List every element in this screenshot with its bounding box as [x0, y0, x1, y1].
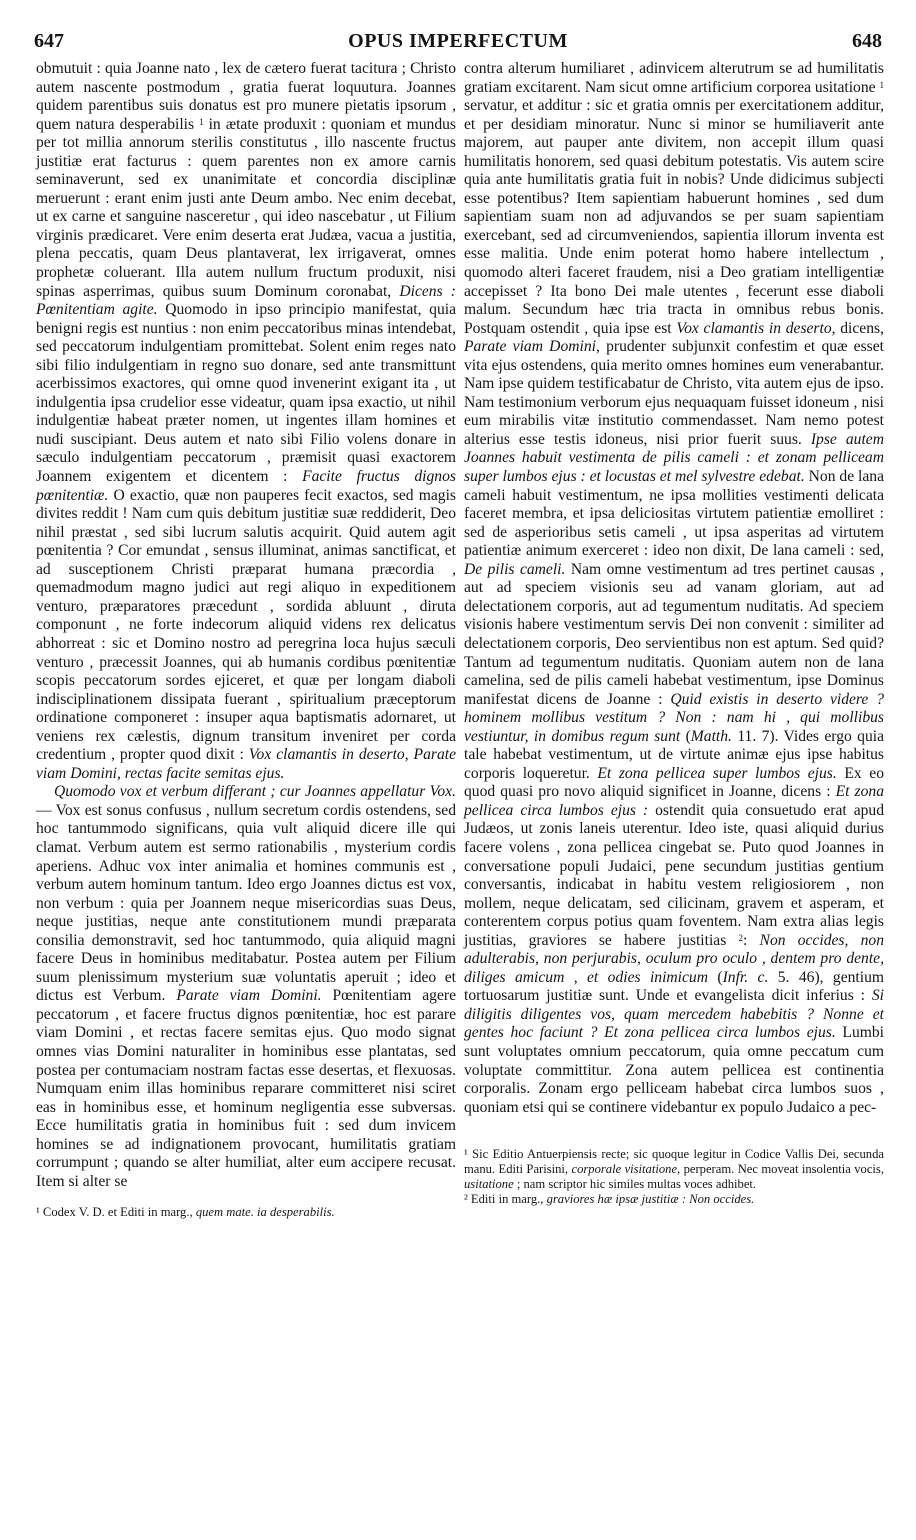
text-span: in ætate produxit : quoniam et mundus per tot millia annorum sterilis constitutus , illo nascente fructus justitiæ erat facturus : quem parentes non ex amore carnis seminaverunt, sed ex unanimitate et concordia disciplinæ meruerunt : erant enim justi ante Deum ambo. Nec enim decebat, ut ex carne et sanguine nasceretur , qui ideo nascebatur , ut Filium virginis prædicaret. Vere enim deserta erat Judæa, vacua a justitia, plena peccatis, quam Deus plantaverat, lex irrigaverat, omnes prophetæ coluerant. Illa autem nullum fructum produxit, nisi spinas asperrimas, quibus suum Dominum coronabat,: [36, 115, 456, 300]
left-column: [36, 60, 456, 1220]
italic-quote: corporale visitatione: [571, 1162, 678, 1177]
italic-quote: Infr. c.: [722, 968, 769, 986]
footnote: [464, 1192, 884, 1207]
text-span: , dicens,: [831, 319, 884, 337]
italic-quote: Vox clamantis in deserto, Parate viam Domini, rectas facite semitas ejus.: [36, 746, 456, 782]
italic-quote: Parate viam Domini.: [176, 987, 322, 1005]
paragraph: [36, 783, 456, 1191]
footnote-mark: ¹: [464, 1147, 468, 1162]
italic-quote: Et zona pellicea super lumbos ejus.: [597, 764, 837, 782]
italic-quote: Facite fructus dignos pœnitentiæ.: [36, 468, 456, 504]
text-span: (: [680, 727, 691, 745]
text-span: (: [708, 968, 723, 986]
italic-quote: usitatione: [464, 1177, 514, 1192]
text-span: Ex eo quod quasi pro novo aliquid significet in Joanne, dicens :: [464, 764, 884, 801]
text-span: obmutuit : quia Joanne nato , lex de cætero fuerat tacitura ; Christo autem nascente postmodum , gratia fuerat loquutura. Joannes quidem parentibus suis donatus est pro munere pietatis ipsorum , quem natura desperabilis: [36, 60, 456, 133]
italic-quote: Quid existis in deserto videre ? hominem mollibus vestitum ? Non : nam hi , qui mollibus vestiuntur, in domibus regum sunt: [464, 690, 884, 745]
text-span: O exactio, quæ non pauperes fecit exactos, sed magis divites reddit ! Nam cum quis debitum justitiæ suæ reddiderit, Deo nihil præstat , sed sibi lucrum salutis acquirit. Quid autem agit pœnitentia ? Cor emundat , sensus illuminat, animas sanctificat, et ad susceptionem Christi præparat humana præcordia , quemadmodum magno judici aut regi aliquo in expeditionem venturo, præparatores præcedunt , sordida abluunt , diruta componunt , ne forte indecorum aliquid videns rex delicatus abhorreat : sic et Domino nostro ad peregrina loca hujus sæculi venturo , præcessit Joannes, qui ab humanis cordibus pœnitentiæ scopis peccatorum sordes ejiceret, et quæ per longam diaboli indisciplinationem dissipata fuerant , spiritualium præceptorum ordinatione componeret : insuper aqua baptismatis adornaret, ut veniens rex cælestis, dignum transitum inveniret per corda credentium , propter quod dixit :: [36, 486, 456, 764]
text-span: Nam omne vestimentum ad tres pertinet causas , aut ad speciem visionis seu ad vanam gloriam, aut ad delectationem corporis, aut ad tegumentum nuditatis. Ad speciem visionis habere vestimentum servis Dei non convenit : similiter ad delectationem corporis, Deo servientibus non est aptum. Sed quid? Tantum ad tegumentum nuditatis. Quoniam autem non de lana camelina, sed de pilis cameli habebat vestimentum, ipse Dominus manifestat dicens de Joanne :: [464, 560, 884, 708]
footnotes-right: [464, 1147, 884, 1207]
footnotes-left: [36, 1205, 456, 1220]
text-span: 5. 46), gentium tortuosarum justitiæ sunt. Unde et evangelista dicit inferius :: [464, 968, 885, 1005]
italic-quote: quem mate. ia desperabilis.: [195, 1205, 335, 1220]
page-number-left: 647: [34, 30, 64, 52]
text-span: Lumbi sunt voluptates omnium peccatorum, quia omne peccatum cum voluptate committitur. Zona autem pellicea est continentia corporalis. Zonam ergo pelliceam habebat circa lumbos suos , quoniam etsi qui se continere videbantur ex populo Judaico a pec-: [464, 1024, 885, 1116]
text-span: contra alterum humiliaret , adinvicem alterutrum se ad humilitatis gratiam excitarent. Nam sicut omne artificium corporea usitatione: [464, 60, 884, 96]
text-span: Sic Editio Antuerpiensis recte; sic quoque legitur in Codice Vallis Dei, secunda manu. Editi Parisini,: [464, 1147, 884, 1177]
text-span: ostendit quia consuetudo erat apud Judæos, ut zonis laneis uterentur. Ideo iste, quasi aliquid durius facere volens , zona pellicea cingebat se. Puto quod Joannes in conversatione populi Judaici, pene secundum justitias gentium conversantis, indicabat in habitu vestem religiosiorem , non mollem, neque delicatam, sed cilicinam, gravem et asperam, et conterentem corpus potius quam foventem. Nam extra alias legis justitias, graviores se habere justitias: [464, 801, 885, 949]
text-span: — Vox est sonus confusus , nullum secretum cordis ostendens, sed hoc tantummodo significans, quia vult aliquid dicere ille qui clamat. Verbum autem est sermo rationabilis , mysterium cordis aperiens. Adhuc vox inter animalia et homines communis est , verbum autem hominum tantum. Ideo ergo Joannes dictus est vox, non verbum : quia per Joannem neque misericordias suas Deus, neque justitias, neque ante constitutionem mundi præparata consilia demonstravit, sed hoc tantummodo, quia aliquid magni facere Deus in hominibus meditabatur. Postea autem per Filium suum plenissimum mysterium suæ voluntatis aperuit ; ideo et dictus est Verbum.: [36, 801, 456, 1005]
text-span: Codex V. D. et Editi in marg.,: [39, 1205, 196, 1220]
running-title: OPUS IMPERFECTUM: [348, 30, 568, 52]
italic-quote: Non occides, non adulterabis, non perjurabis, oculum pro oculo , dentem pro dente, diliges amicum , et odies inimicum: [464, 931, 884, 986]
paragraph: [464, 60, 884, 1117]
italic-quote: Matth.: [690, 727, 732, 745]
text-span: , perperam. Nec moveat insolentia vocis,: [677, 1162, 884, 1177]
footnote-mark: ¹: [36, 1205, 40, 1220]
paragraph: [36, 60, 456, 783]
italic-quote: Ipse autem Joannes habuit vestimenta de pilis cameli : et zonam pelliceam super lumbos ejus : et locustas et mel sylvestre edebat.: [464, 430, 884, 486]
text-span: :: [743, 931, 760, 949]
footnote-ref: 2: [738, 932, 743, 943]
footnote-ref: 1: [199, 116, 204, 127]
text-span: Quomodo in ipso principio manifestat, quia benigni regis est nuntius : non enim peccatoribus minas intendebat, sed peccatorum indulgentiam promittebat. Solent enim reges nato sibi filio indulgentiam in regno suo donare, sed ante transmittunt acerbissimos exactores, qui omne quod invenerint exigant ita , ut indulgentia ipsa crudelior esse videatur, quam ipsa exactio, ut nihil indulgentiæ habeat præter nomen, ut ingentes illam homines et nudi suscipiant. Deus autem et nato sibi Filio volens donare in sæculo indulgentiam peccatorum , præmisit quasi exactorem Joannem exigentem et dicentem :: [36, 301, 457, 486]
page-number-right: 648: [852, 30, 882, 52]
footnote: [464, 1147, 884, 1192]
footnote: [36, 1205, 456, 1220]
page-header: [34, 30, 882, 56]
italic-quote: Dicens : Pœnitentiam agite.: [36, 282, 456, 319]
italic-quote: Et zona pellicea circa lumbos ejus :: [464, 783, 884, 819]
text-span: , prudenter subjunxit confestim et quæ esset vita ejus ostendens, quia merito omnes homines eum venerabantur. Nam ipse quidem testificabatur de Christo, vita autem ejus de ipso. Nam testimonium verborum ejus nequaquam fuisset idoneum , nisi eum mirabilis vitæ institutio commendasset. Nam nemo potest alterius esse testis idoneus, nisi prior fuerit suus.: [464, 338, 884, 448]
italic-quote: graviores hæ ipsæ justitiæ : Non occides.: [546, 1192, 755, 1207]
footnote-ref: 1: [879, 79, 884, 90]
section-heading: Quomodo vox et verbum differant ; cur Joannes appellatur Vox.: [54, 783, 456, 801]
italic-quote: Vox clamantis in deserto: [676, 319, 832, 337]
text-span: Non de lana cameli habuit vestimentum, ne ipsa mollities vestimenti delicata faceret membra, et ipsa deliciositas virtutem patientiæ emolliret : sed de asperioribus setis cameli , ut ipsa asperitas ad virtutem patientiæ animum exerceret : ideo non dixit, De lana cameli : sed,: [464, 468, 884, 560]
text-span: ; nam scriptor hic similes multas voces adhibet.: [513, 1177, 757, 1192]
text-span: servatur, et additur : sic et gratia omnis per exercitationem additur, et per desidiam minoratur. Nunc si minor se humiliaverit ante majorem, aut pauper ante divitem, non accepit illum quasi humilitatis honorem, sed quasi debitum potestatis. Vis autem scire quia ante humilitatis gratia fuit in nobis? Unde didicimus subjecti esse potentibus? Item sapientiam habuerunt homines , sed dum sapientiam suam non ad adjuvandos se per suam sapientiam exercebant, sed ad circumveniendos, sapientia illorum inventa est esse malitia. Unde enim poterat homo habere intellectum , quomodo alteri faceret fraudem, nisi a Deo gratiam intelligentiæ accepisset ? Ita bono Dei male utentes , fecerunt esse diaboli malum. Secundum hæc tria tracta in omnibus rebus bonis. Postquam ostendit , quia ipse est: [464, 97, 884, 337]
text-span: Pœnitentiam agere peccatorum , et facere fructus dignos pœnitentiæ, hoc est parare viam Domini , et rectas facere semitas ejus. Quo modo signat omnes vias Domini naturaliter in hominibus esse plantatas, sed postea per contumaciam nostram factas esse desertas, et flexuosas. Numquam enim illas hominibus reparare committeret nisi sciret eas in hominibus esse, et hominum negligentia esse subversas. Ecce humilitatis gratia in hominibus fuit : sed dum invicem homines se ad indignationem provocant, humilitatis gratiam corrumpunt ; quando se alter humiliat, alter eum accipere recusat. Item si alter se: [36, 987, 456, 1190]
right-column: [464, 60, 884, 1207]
text-span: 11. 7). Vides ergo quia tale habebat vestimentum, ut de virtute animæ ejus ipse habitus corporis loqueretur.: [464, 727, 885, 782]
italic-quote: De pilis cameli.: [464, 560, 566, 578]
footnote-mark: ²: [464, 1192, 468, 1207]
italic-quote: Si diligitis diligentes vos, quam mercedem habebitis ? Nonne et gentes hoc faciunt ? Et zona pellicea circa lumbos ejus.: [464, 987, 884, 1042]
italic-quote: Parate viam Domini: [464, 338, 596, 356]
text-span: Editi in marg.,: [467, 1192, 547, 1207]
